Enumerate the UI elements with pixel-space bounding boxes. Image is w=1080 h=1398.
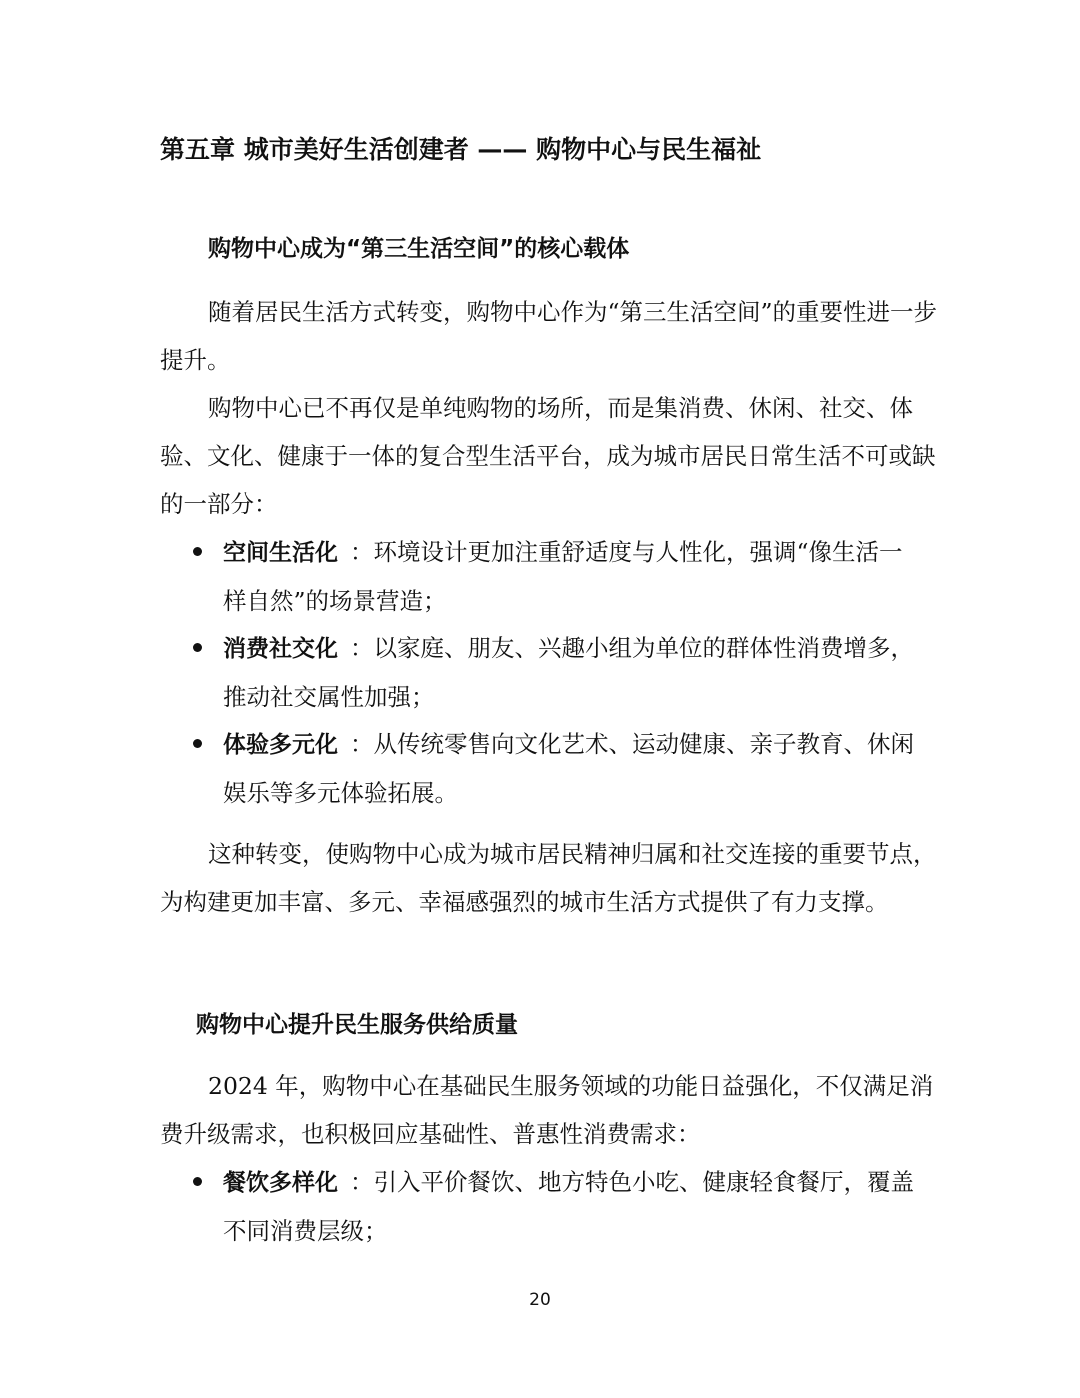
paragraph: 随着居民生活方式转变，购物中心作为“第三生活空间”的重要性进一步提升。 xyxy=(160,298,938,374)
paragraph: 2024 年，购物中心在基础民生服务领域的功能日益强化，不仅满足消费升级需求，也积极回应基础性、普惠性消费需求： xyxy=(160,1072,934,1148)
chapter-title: 第五章 城市美好生活创建者 —— 购物中心与民生福祉 xyxy=(160,135,762,164)
list-item-text: ：从传统零售向文化艺术、运动健康、亲子教育、休闲娱乐等多元体验拓展。 xyxy=(223,730,914,807)
list-item-text: ：引入平价餐饮、地方特色小吃、健康轻食餐厅，覆盖不同消费层级； xyxy=(223,1168,914,1245)
section-heading-1: 购物中心成为“第三生活空间”的核心载体 xyxy=(208,236,630,262)
list-item-term: 消费社交化 xyxy=(223,636,338,662)
list-item-text: ：环境设计更加注重舒适度与人性化，强调“像生活一样自然”的场景营造； xyxy=(223,538,903,615)
list-item-text: ：以家庭、朋友、兴趣小组为单位的群体性消费增多，推动社交属性加强； xyxy=(223,634,914,711)
bullet-icon xyxy=(193,547,202,556)
list-item-term: 空间生活化 xyxy=(223,540,338,566)
bullet-icon xyxy=(193,643,202,652)
bullet-icon xyxy=(193,739,202,748)
bullet-icon xyxy=(193,1177,202,1186)
paragraph: 购物中心已不再仅是单纯购物的场所，而是集消费、休闲、社交、体验、文化、健康于一体的复合型生活平台，成为城市居民日常生活不可或缺的一部分： xyxy=(160,394,936,518)
section-heading-2: 购物中心提升民生服务供给质量 xyxy=(196,1012,518,1038)
list-item-term: 餐饮多样化 xyxy=(223,1170,338,1196)
paragraph: 这种转变，使购物中心成为城市居民精神归属和社交连接的重要节点，为构建更加丰富、多元、幸福感强烈的城市生活方式提供了有力支撑。 xyxy=(160,840,937,916)
page-number: 20 xyxy=(529,1290,551,1310)
list-item-term: 体验多元化 xyxy=(223,732,338,758)
